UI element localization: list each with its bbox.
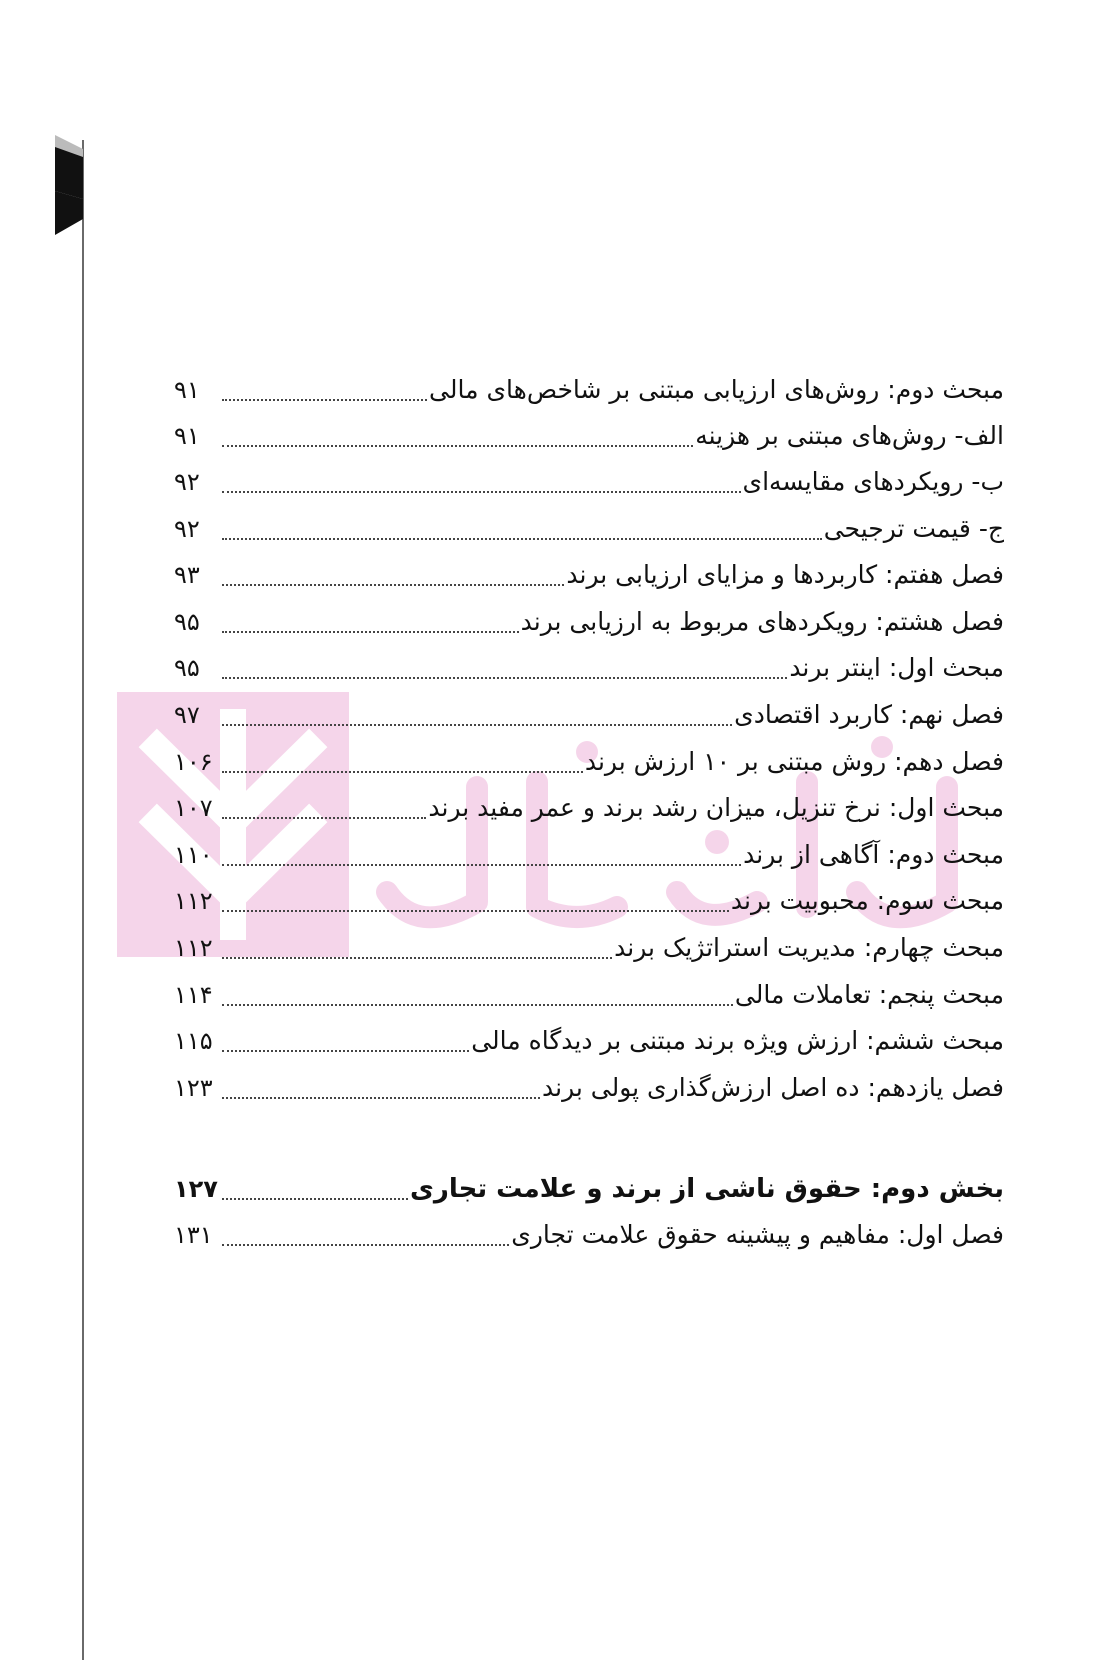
toc-entry-page: ۱۱۲ bbox=[174, 887, 213, 915]
toc-entry-page: ۹۵ bbox=[174, 654, 200, 682]
toc-entry bbox=[174, 1213, 1004, 1257]
toc-dot-leader bbox=[222, 724, 732, 726]
toc-entry-title: مبحث چهارم: مدیریت استراتژیک برند bbox=[614, 933, 1004, 962]
toc-entry-title: فصل هشتم: رویکردهای مربوط به ارزیابی برند bbox=[520, 607, 1004, 636]
toc-entry-page: ۹۳ bbox=[174, 561, 200, 589]
toc-entry bbox=[174, 646, 1004, 690]
toc-dot-leader bbox=[222, 584, 564, 586]
page-gutter-line bbox=[82, 140, 84, 1660]
toc-entry-title: ج- قیمت ترجیحی bbox=[823, 514, 1004, 543]
toc-entry-title: مبحث سوم: محبوبیت برند bbox=[730, 886, 1004, 915]
toc-entry-page: ۹۷ bbox=[174, 701, 200, 729]
toc-entry-page: ۱۰۷ bbox=[174, 794, 213, 822]
toc-entry-title: مبحث دوم: روش‌های ارزیابی مبتنی بر شاخص‌های مالی bbox=[429, 375, 1004, 404]
toc-entry bbox=[174, 833, 1004, 877]
toc-dot-leader bbox=[222, 445, 693, 447]
toc-entry-title: مبحث اول: نرخ تنزیل، میزان رشد برند و عمر مفید برند bbox=[428, 793, 1004, 822]
toc-entry-page: ۱۰۶ bbox=[174, 748, 213, 776]
toc-entry bbox=[174, 740, 1004, 784]
toc-dot-leader bbox=[222, 817, 426, 819]
toc-section-page: ۱۲۷ bbox=[174, 1175, 218, 1203]
toc-dot-leader bbox=[222, 631, 519, 633]
toc-entry-page: ۱۳۱ bbox=[174, 1221, 213, 1249]
toc-entry bbox=[174, 879, 1004, 923]
toc-entry bbox=[174, 973, 1004, 1017]
toc-entry bbox=[174, 368, 1004, 412]
toc-entry-page: ۱۱۲ bbox=[174, 934, 213, 962]
toc-entry bbox=[174, 693, 1004, 737]
toc-entry-page: ۹۲ bbox=[174, 468, 200, 496]
toc-entry-title: فصل دهم: روش مبتنی بر ۱۰ ارزش برند bbox=[584, 747, 1004, 776]
toc-entry bbox=[174, 460, 1004, 504]
toc-entry bbox=[174, 507, 1004, 551]
toc-entry-title: مبحث اول: اینتر برند bbox=[789, 653, 1004, 682]
toc-entry-page: ۱۱۵ bbox=[174, 1027, 213, 1055]
toc-entry-page: ۱۱۰ bbox=[174, 841, 213, 869]
toc-dot-leader bbox=[222, 677, 787, 679]
toc-entry bbox=[174, 553, 1004, 597]
toc-entry-title: ب- رویکردهای مقایسه‌ای bbox=[742, 467, 1004, 496]
toc-entry-title: فصل یازدهم: ده اصل ارزش‌گذاری پولی برند bbox=[542, 1073, 1004, 1102]
toc-entry-title: فصل اول: مفاهیم و پیشینه حقوق علامت تجاری bbox=[511, 1220, 1004, 1249]
toc-entry-title: فصل هفتم: کاربردها و مزایای ارزیابی برند bbox=[566, 560, 1004, 589]
toc-entry-page: ۱۲۳ bbox=[174, 1074, 213, 1102]
toc-entry-title: الف- روش‌های مبتنی بر هزینه bbox=[695, 421, 1004, 450]
toc-section-heading bbox=[174, 1167, 1004, 1211]
toc-entry-title: مبحث ششم: ارزش ویژه برند مبتنی بر دیدگاه مالی bbox=[471, 1026, 1004, 1055]
toc-entry-page: ۹۱ bbox=[174, 422, 200, 450]
toc-dot-leader bbox=[222, 1004, 733, 1006]
toc-entry bbox=[174, 600, 1004, 644]
toc-dot-leader bbox=[222, 1198, 408, 1200]
toc-entry bbox=[174, 1066, 1004, 1110]
toc-entry bbox=[174, 786, 1004, 830]
toc-entry-page: ۹۵ bbox=[174, 608, 200, 636]
toc-entry-title: فصل نهم: کاربرد اقتصادی bbox=[734, 700, 1004, 729]
toc-entry bbox=[174, 926, 1004, 970]
toc-dot-leader bbox=[222, 491, 741, 493]
toc-section-title: بخش دوم: حقوق ناشی از برند و علامت تجاری bbox=[410, 1174, 1004, 1204]
toc-entry-title: مبحث پنجم: تعاملات مالی bbox=[734, 980, 1004, 1009]
toc-entry-page: ۹۱ bbox=[174, 376, 200, 404]
toc-dot-leader bbox=[222, 538, 822, 540]
toc-dot-leader bbox=[222, 1097, 540, 1099]
toc-dot-leader bbox=[222, 957, 612, 959]
toc-dot-leader bbox=[222, 771, 583, 773]
toc-entry-page: ۱۱۴ bbox=[174, 981, 213, 1009]
book-spine-mark-icon bbox=[55, 135, 85, 241]
toc-entry bbox=[174, 1019, 1004, 1063]
toc-entry-page: ۹۲ bbox=[174, 515, 200, 543]
toc-dot-leader bbox=[222, 864, 741, 866]
toc-dot-leader bbox=[222, 1050, 469, 1052]
toc-entry-title: مبحث دوم: آگاهی از برند bbox=[743, 840, 1004, 869]
toc-entry bbox=[174, 414, 1004, 458]
toc-dot-leader bbox=[222, 910, 729, 912]
toc-dot-leader bbox=[222, 399, 427, 401]
toc-dot-leader bbox=[222, 1244, 509, 1246]
